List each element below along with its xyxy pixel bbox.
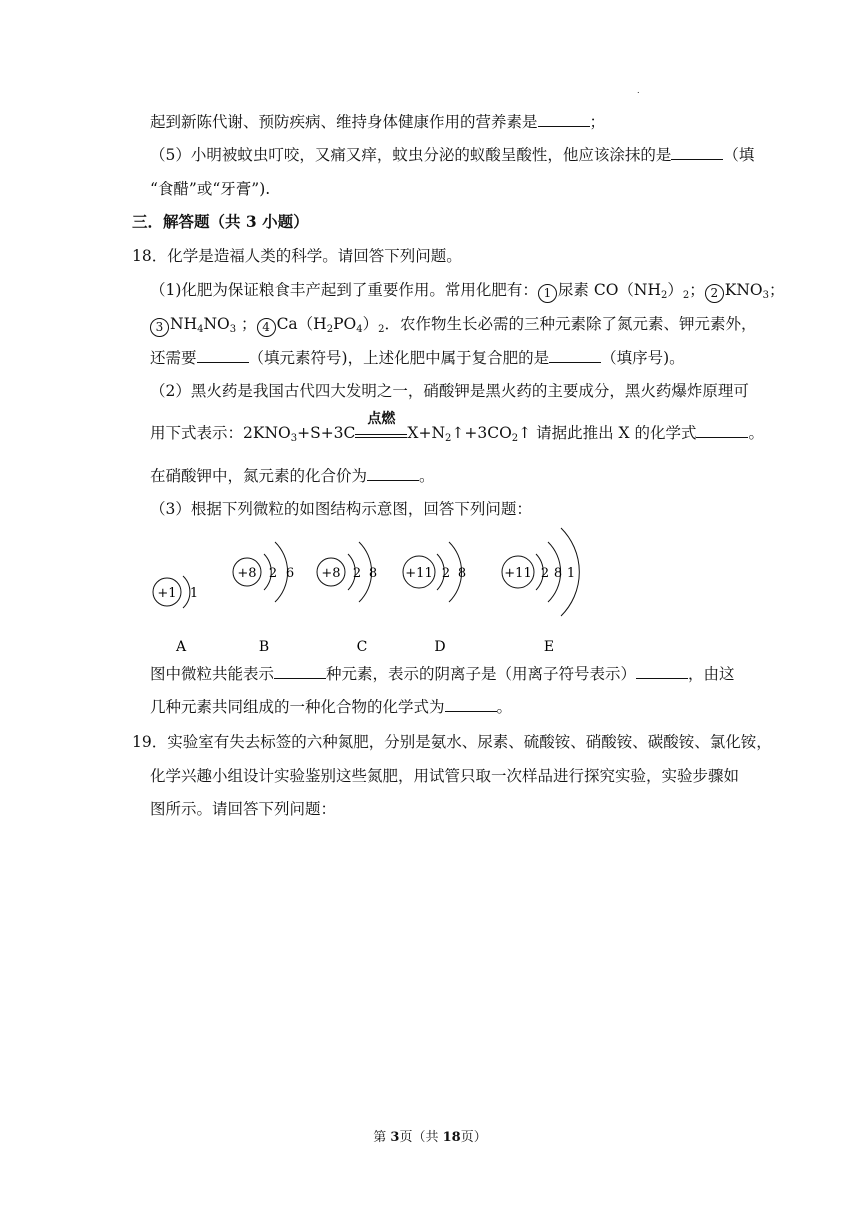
answer-blank[interactable] [367,466,419,481]
subscript: 3 [229,324,237,335]
text: ↑+3CO [451,424,512,442]
text: 。 [748,424,764,442]
particle-label: A [175,639,187,655]
text-line [150,314,756,340]
atomic-structure-diagram [0,520,860,660]
text-line [150,466,435,486]
particle-B [233,542,294,655]
text-line: 图所示。请回答下列问题： [150,800,337,818]
condition-label: 点燃 [367,411,396,427]
electron-count: 2 [352,566,362,581]
subscript: 2 [511,433,519,444]
text: 图中微粒共能表示 [150,665,275,683]
text: 种元素，表示的阴离子是（用离子符号表示） [326,665,637,683]
text: （填元素符号)，上述化肥中属于复合肥的是 [248,349,550,367]
subscript: 4 [197,324,204,335]
text: +S+3C [297,424,356,442]
text: NO [203,315,230,333]
total-pages: 18 [442,1130,461,1145]
answer-blank[interactable] [274,664,326,679]
electron-count: 8 [553,566,563,581]
particle-label: B [258,639,270,655]
page-footer [0,1126,860,1145]
circled-number: 3 [150,318,169,337]
subscript: 2 [661,290,668,301]
text: （填 [723,146,755,164]
electron-count: 8 [457,566,467,581]
nucleus-charge: +8 [321,566,341,581]
text: ） [362,315,379,333]
text-line [150,664,735,684]
particle-C [317,542,377,655]
question-19: 19．实验室有失去标签的六种氮肥，分别是氨水、尿素、硫酸铵、硝酸铵、碳酸铵、氯化铵， [132,733,772,751]
corner-dot: . [637,86,640,95]
text-line [150,348,685,368]
nucleus-charge: +1 [157,586,177,601]
subscript: 2 [445,433,452,444]
text-line [150,411,764,449]
electron-count: 1 [566,566,576,581]
text: 起到新陈代谢、预防疾病、维持身体健康作用的营养素是 [150,113,538,131]
text: ； [769,281,785,299]
footer-text: 第 [373,1130,391,1145]
text-line [150,697,512,717]
equals-sign [355,434,407,438]
nucleus-charge: +11 [405,566,433,581]
electron-count: 1 [189,586,199,601]
text: ） [667,281,683,299]
text-line [150,145,754,165]
reaction-condition [355,411,407,438]
footer-text: 页（共 [399,1130,443,1145]
particle-label: D [434,639,446,655]
text: Ca（H [276,315,327,333]
text-line: （3）根据下列微粒的如图结构示意图，回答下列问题： [150,500,532,518]
text-line: 化学兴趣小组设计实验鉴别这些氮肥，用试管只取一次样品进行探究实验，实验步骤如 [150,767,740,785]
answer-blank[interactable] [696,423,748,438]
text: （1)化肥为保证粮食丰产起到了重要作用。常用化肥有： [150,281,538,299]
text: PO [333,315,357,333]
text-line: “食醋”或“牙膏”). [150,180,271,198]
circled-number: 1 [538,284,557,303]
text: 。 [419,467,435,485]
subscript: 2 [378,324,385,335]
text: X+N [407,424,446,442]
current-page: 3 [390,1130,400,1145]
nucleus-charge: +8 [237,566,257,581]
text: ； [689,281,705,299]
text: ，由这 [688,665,735,683]
footer-text: 页） [460,1130,487,1145]
electron-count: 2 [441,566,451,581]
text-line: （2）黑火药是我国古代四大发明之一，硝酸钾是黑火药的主要成分，黑火药爆炸原理可 [150,382,749,400]
subscript: 2 [682,290,690,301]
text: 几种元素共同组成的一种化合物的化学式为 [150,698,445,716]
text: KNO [724,281,763,299]
section-heading: 三．解答题（共 3 小题） [132,212,309,231]
text: 还需要 [150,349,197,367]
answer-blank[interactable] [538,112,590,127]
particle-D [403,542,466,655]
text: ； [236,315,257,333]
text: ．农作物生长必需的三种元素除了氮元素、钾元素外， [384,315,757,333]
particle-E [502,528,579,655]
subscript: 3 [290,433,298,444]
electron-count: 8 [368,566,378,581]
text: （5）小明被蚊虫叮咬，又痛又痒，蚊虫分泌的蚁酸呈酸性，他应该涂抹的是 [150,146,672,164]
particle-label: C [356,639,368,655]
subscript: 4 [356,324,363,335]
text: ； [589,113,606,131]
electron-count: 2 [268,566,278,581]
answer-blank[interactable] [671,145,723,160]
text-line [150,280,785,306]
text: 用下式表示：2KNO [150,424,291,442]
text-line [150,112,605,132]
text: 在硝酸钾中，氮元素的化合价为 [150,467,368,485]
text: 。 [496,698,513,716]
answer-blank[interactable] [445,697,497,712]
nucleus-charge: +11 [504,566,532,581]
circled-number: 4 [257,318,276,337]
answer-blank[interactable] [636,664,688,679]
subscript: 2 [326,324,334,335]
particle-label: E [543,639,555,655]
subscript: 3 [762,290,770,301]
text: （填序号)。 [601,349,685,367]
text: NH [170,315,198,333]
text: 尿素 CO（NH [557,281,661,299]
circled-number: 2 [705,284,724,303]
question-18: 18．化学是造福人类的科学。请回答下列问题。 [132,247,462,265]
electron-count: 2 [540,566,550,581]
answer-blank[interactable] [549,348,601,363]
text: ↑ 请据此推出 X 的化学式 [518,424,697,442]
answer-blank[interactable] [197,348,249,363]
electron-count: 6 [285,566,295,581]
particle-A [153,576,198,655]
